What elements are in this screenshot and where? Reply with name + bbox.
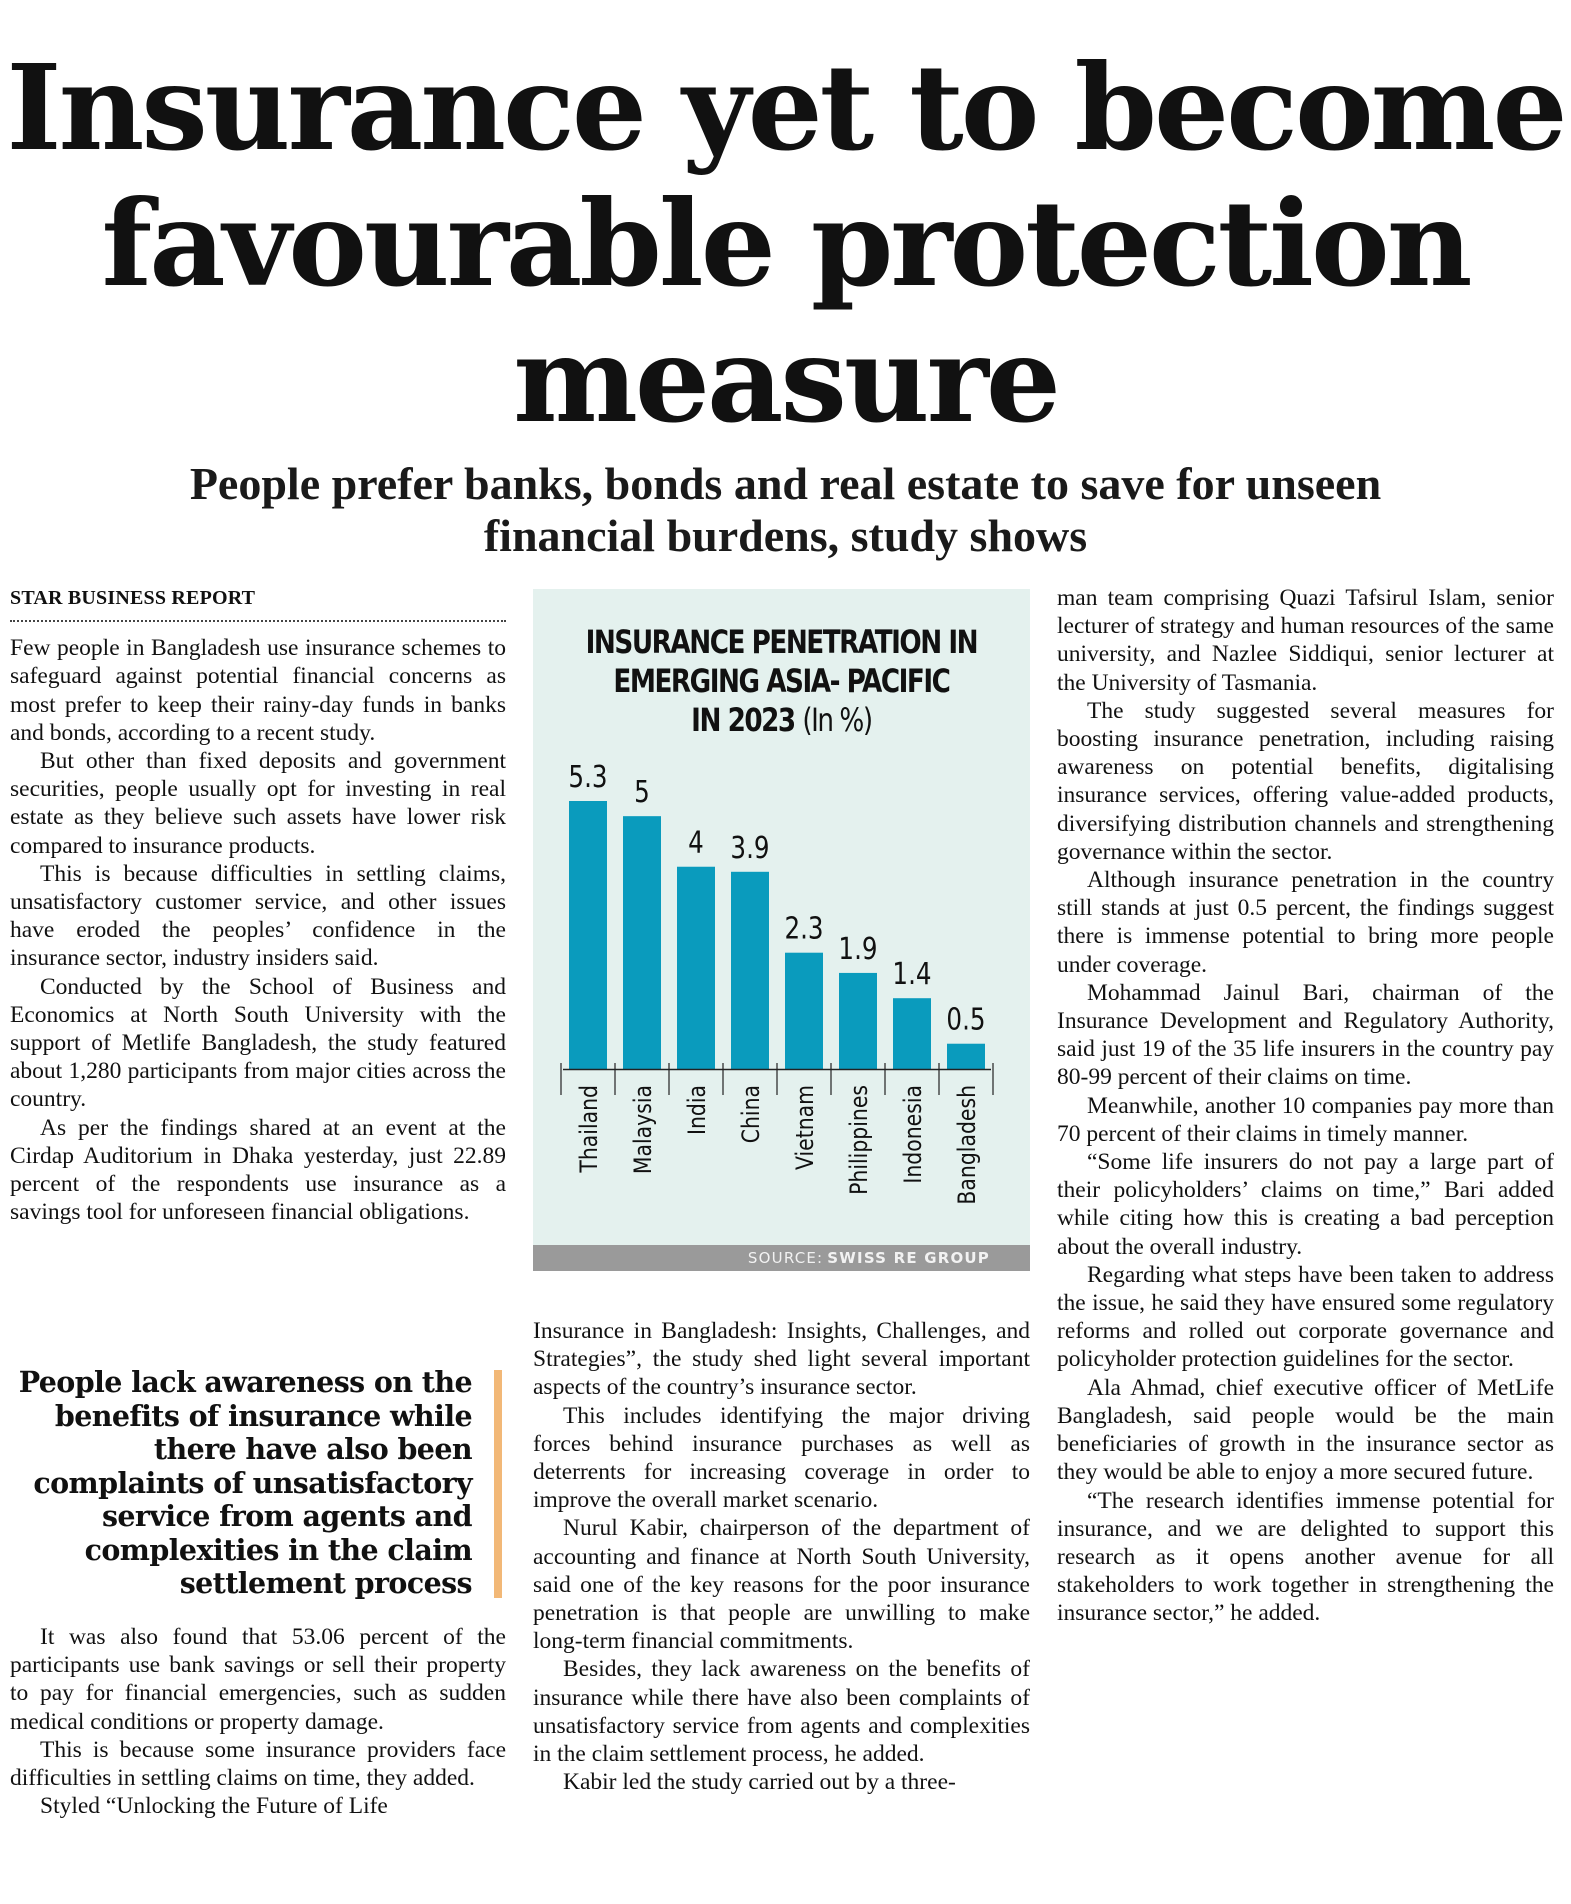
value-label: 3.9 (730, 831, 770, 866)
value-label: 1.9 (838, 932, 878, 967)
pull-quote-accent-bar (494, 1370, 502, 1598)
bar-philippines (839, 973, 877, 1069)
paragraph: Kabir led the study carried out by a three- (563, 1769, 956, 1796)
bar-india (677, 867, 715, 1069)
paragraph: Regarding what steps have been taken to address the issue, he said they have ensured some regulatory reforms and rolled out corporate governance and policyholder protection guidelines for the sector. (1057, 1261, 1554, 1373)
subheadline (150, 458, 1421, 562)
category-label: China (737, 1085, 766, 1144)
headline (0, 40, 1571, 448)
headline-line-2: favourable protection (101, 174, 1470, 313)
headline-line-3: measure (513, 310, 1058, 449)
paragraph: Styled “Unlocking the Future of Life (40, 1793, 388, 1820)
paragraph: Nurul Kabir, chairperson of the department of accounting and finance at North South University, said one of the key reasons for the poor insurance penetration is that people are unwilling to make long-term financial commitments. (533, 1515, 1030, 1655)
insurance-penetration-chart (533, 589, 1030, 1271)
value-label: 5.3 (568, 760, 608, 795)
paragraph: It was also found that 53.06 percent of the participants use bank savings or sell their property to pay for financial emergencies, such as sudden medical conditions or property damage. (10, 1624, 506, 1735)
bar-bangladesh (947, 1044, 985, 1069)
chart-unit: (In %) (802, 701, 872, 739)
value-label: 1.4 (892, 957, 932, 992)
chart-source (533, 1245, 1030, 1271)
category-label: Indonesia (899, 1085, 928, 1184)
category-label: Philippines (845, 1085, 874, 1195)
paragraph: Besides, they lack awareness on the benefits of insurance while there have also been complaints of unsatisfactory service from agents and complexities in the claim settlement process, he added. (533, 1656, 1030, 1768)
article-column-1 (10, 584, 506, 1226)
bar-malaysia (623, 816, 661, 1069)
byline: STAR BUSINESS REPORT (10, 584, 506, 622)
article-column-2 (533, 1317, 1030, 1796)
bar-china (731, 872, 769, 1069)
paragraph: Mohammad Jainul Bari, chairman of the Insurance Development and Regulatory Authority, said just 19 of the 35 life insurers in the country pay 80-99 percent of their claims on time. (1057, 979, 1554, 1091)
chart-title-year: IN 2023 (691, 701, 795, 739)
value-label: 0.5 (946, 1003, 986, 1038)
paragraph: Meanwhile, another 10 companies pay more than 70 percent of their claims in timely manner. (1057, 1092, 1554, 1147)
value-label: 4 (688, 826, 704, 861)
paragraph: As per the findings shared at an event at the Cirdap Auditorium in Dhaka yesterday, just 22.89 percent of the respondents use insurance as a savings tool for unforeseen financial obligations. (10, 1114, 506, 1226)
paragraph: But other than fixed deposits and government securities, people usually opt for investing in real estate as they believe such assets have lower risk compared to insurance products. (10, 748, 506, 859)
chart-title-line-1: INSURANCE PENETRATION IN (585, 623, 978, 661)
paragraph: Conducted by the School of Business and Economics at North South University with the support of Metlife Bangladesh, the study featured about 1,280 participants from major cities across the country. (10, 973, 506, 1113)
value-label: 5 (634, 775, 650, 810)
paragraph: This includes identifying the major driving forces behind insurance purchases as well as deterrents for increasing coverage in order to improve the overall market scenario. (533, 1402, 1030, 1514)
paragraph: Few people in Bangladesh use insurance schemes to safeguard against potential financial concerns as most prefer to keep their rainy-day funds in banks and bonds, according to a recent study. (10, 635, 506, 746)
category-label: Thailand (575, 1085, 604, 1173)
paragraph: Insurance in Bangladesh: Insights, Challenges, and Strategies”, the study shed light several important aspects of the country’s insurance sector. (533, 1318, 1030, 1401)
paragraph: man team comprising Quazi Tafsirul Islam, senior lecturer of strategy and human resources of the same university, and Nazlee Siddiqui, senior lecturer at the University of Tasmania. (1057, 585, 1554, 696)
source-value: SWISS RE GROUP (827, 1249, 990, 1267)
category-label: Bangladesh (953, 1085, 982, 1205)
source-label: SOURCE: (747, 1249, 824, 1267)
paragraph: This is because some insurance providers face difficulties in settling claims on time, they added. (10, 1736, 506, 1792)
category-label: India (683, 1085, 712, 1136)
chart-plot (533, 589, 1030, 1245)
bar-vietnam (785, 953, 823, 1069)
paragraph: The study suggested several measures for boosting insurance penetration, including raising awareness on potential benefits, digitalising insurance services, offering value-added products, diversifying distribution channels and strengthening governance within the sector. (1057, 697, 1554, 865)
headline-line-1: Insurance yet to become (6, 38, 1565, 177)
paragraph: Although insurance penetration in the country still stands at just 0.5 percent, the findings suggest there is immense potential to bring more people under coverage. (1057, 867, 1554, 978)
bar-indonesia (893, 998, 931, 1069)
pull-quote: People lack awareness on the benefits of insurance while there have also been complaints of unsatisfactory service from agents and complexities in the claim settlement process (18, 1365, 472, 1600)
subheadline-line-2: financial burdens, study shows (483, 510, 1088, 561)
paragraph: “Some life insurers do not pay a large part of their policyholders’ claims on time,” Bari added while citing how this is creating a bad perception about the overall industry. (1057, 1149, 1554, 1260)
article-column-1-continued (10, 1623, 506, 1820)
paragraph: “The research identifies immense potential for insurance, and we are delighted to support this research as it opens another avenue for all stakeholders to work together in strengthening the insurance sector,” he added. (1057, 1487, 1554, 1627)
subheadline-line-1: People prefer banks, bonds and real estate to save for unseen (189, 458, 1382, 509)
paragraph: This is because difficulties in settling claims, unsatisfactory customer service, and other issues have eroded the peoples’ confidence in the insurance sector, industry insiders said. (10, 860, 506, 972)
bar-thailand (569, 801, 607, 1069)
value-label: 2.3 (784, 912, 824, 947)
article-column-3 (1057, 584, 1554, 1628)
chart-title-line-2: EMERGING ASIA- PACIFIC (613, 662, 950, 700)
category-label: Malaysia (629, 1085, 658, 1175)
category-label: Vietnam (791, 1085, 820, 1171)
paragraph: Ala Ahmad, chief executive officer of MetLife Bangladesh, said people would be the main beneficiaries of growth in the insurance sector as they would be able to enjoy a more secured future. (1057, 1374, 1554, 1486)
